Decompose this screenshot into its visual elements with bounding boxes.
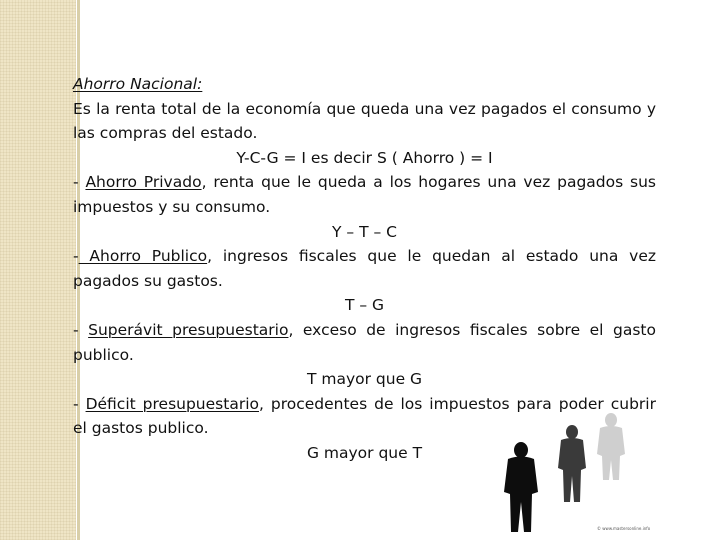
- item-term: Ahorro Privado: [85, 173, 202, 192]
- item-prefix: -: [73, 247, 79, 266]
- formula-superavit: T mayor que G: [306, 370, 423, 389]
- item-term: Déficit presupuestario: [85, 394, 259, 413]
- slide-heading: Ahorro Nacional:: [73, 75, 203, 93]
- formula-deficit: G mayor que T: [306, 443, 423, 462]
- image-credit: © www.mastersonline.info: [597, 526, 651, 531]
- item-prefix: -: [73, 320, 89, 339]
- item-desc: , ingresos fiscales que le quedan al estado una vez pagados su gastos.: [73, 247, 656, 290]
- item-superavit: [73, 318, 656, 367]
- formula-main: Y-C-G = I es decir S ( Ahorro ) = I: [236, 148, 493, 167]
- item-desc: , renta que le queda a los hogares una vez pagados sus impuestos y su consumo.: [73, 173, 656, 216]
- businessman-light-figure: [597, 413, 625, 480]
- businessman-mid-figure: [558, 425, 586, 502]
- businessmen-silhouettes-image: [496, 410, 664, 538]
- formula-ahorro-publico: T – G: [344, 296, 385, 315]
- item-ahorro-publico: [73, 244, 656, 293]
- slide-content: [73, 72, 656, 466]
- decorative-sidebar: [0, 0, 76, 540]
- item-term: Superávit presupuestario: [88, 320, 289, 339]
- item-prefix: -: [73, 394, 86, 413]
- item-ahorro-privado: [73, 170, 656, 219]
- item-term: Ahorro Publico: [78, 247, 208, 266]
- businessman-dark-figure: [504, 442, 538, 532]
- item-desc: , exceso de ingresos fiscales sobre el gasto publico.: [73, 320, 656, 364]
- item-desc: , procedentes de los impuestos para poder cubrir el gastos publico.: [73, 394, 656, 438]
- formula-ahorro-privado: Y – T – C: [332, 222, 397, 241]
- item-prefix: -: [73, 173, 86, 192]
- definition-text: Es la renta total de la economía que queda una vez pagados el consumo y las compras del estado.: [73, 99, 656, 143]
